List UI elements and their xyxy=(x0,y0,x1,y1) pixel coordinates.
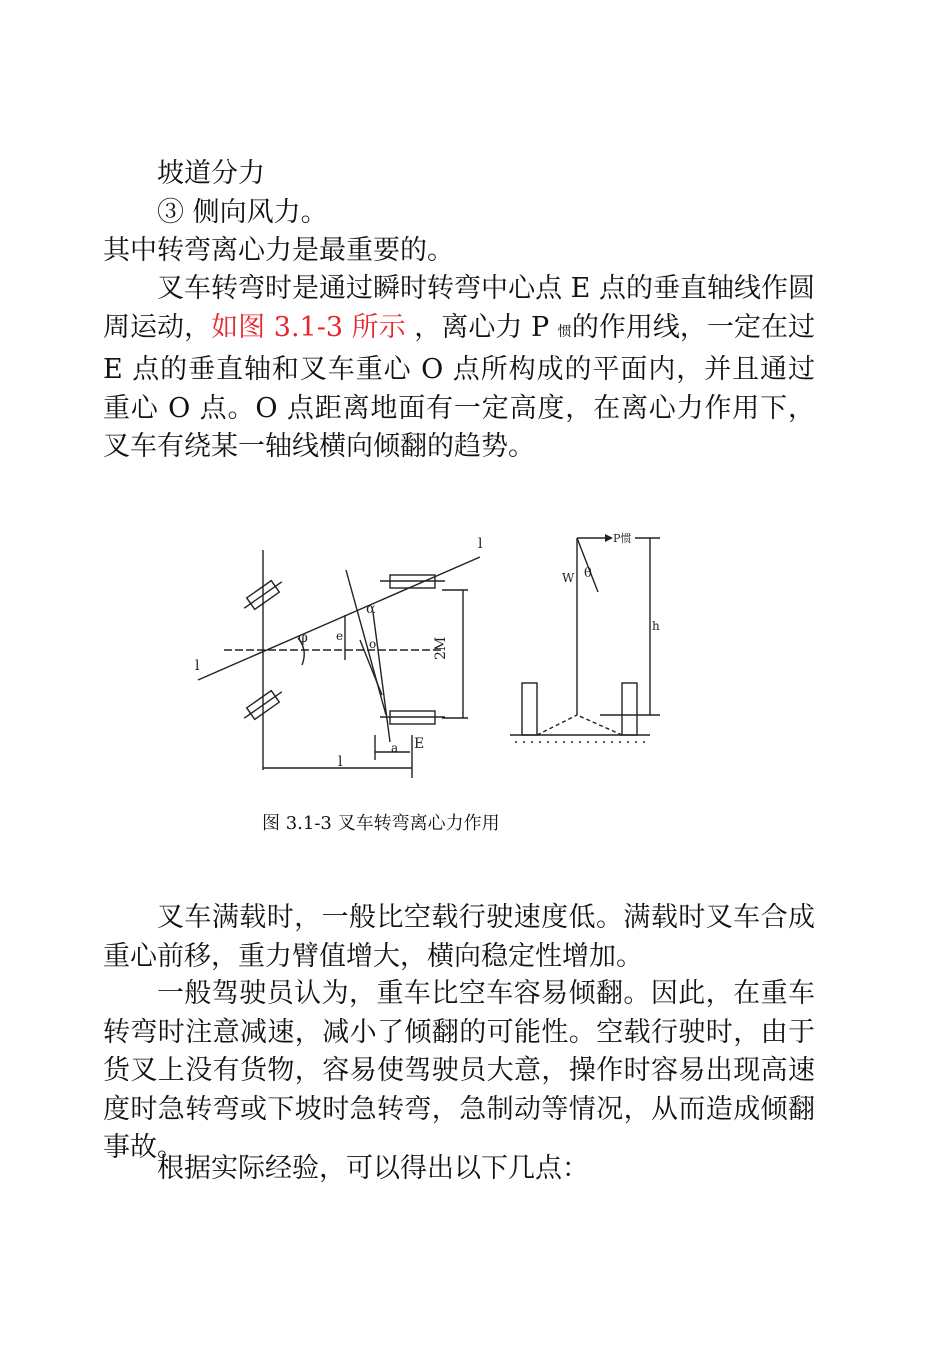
line-l-l xyxy=(198,557,480,680)
label-e: e xyxy=(336,629,344,643)
label-alpha: α xyxy=(366,601,376,617)
label-e-point: E xyxy=(414,736,425,752)
forklift-diagram xyxy=(180,520,680,790)
figure-forklift-turning xyxy=(180,520,680,790)
text-line-slope-force: 坡道分力 xyxy=(157,158,265,189)
paragraph-turning: 叉车转弯时是通过瞬时转弯中心点 E 点的垂直轴线作圆周运动，如图 3.1-3 所示 ，离心力 P 惯的作用线，一定在过 E 点的垂直轴和叉车重心 O 点所构成的平面内，并且通过重心 O 点。O 点距离地面有一定高度，在离心力作用下，叉车有绕某一轴线横向倾翻的趋势。 xyxy=(103,273,816,462)
label-l-bottom: l xyxy=(338,754,343,770)
figure-reference-link[interactable]: 如图 3.1-3 所示 xyxy=(211,311,406,343)
label-a: a xyxy=(391,741,399,755)
label-h: h xyxy=(652,619,660,633)
figure-caption: 图 3.1-3 叉车转弯离心力作用 xyxy=(262,813,500,834)
paragraph-full-load: 叉车满载时，一般比空载行驶速度低。满载时叉车合成重心前移，重力臂值增大，横向稳定性增加。 xyxy=(103,902,815,972)
label-l-top: l xyxy=(478,536,483,552)
label-o: o xyxy=(369,637,377,651)
text-line-centrifugal-important: 其中转弯离心力是最重要的。 xyxy=(103,235,454,266)
label-l-left: l xyxy=(195,658,200,674)
label-phi: φ xyxy=(298,630,308,646)
paragraph-experience: 根据实际经验，可以得出以下几点： xyxy=(157,1153,589,1184)
label-theta: θ xyxy=(584,566,592,581)
label-2m: 2M xyxy=(433,636,449,660)
text-line-side-wind: ③ 侧向风力。 xyxy=(157,197,328,228)
label-p: P惯 xyxy=(613,532,632,545)
label-w: W xyxy=(562,571,575,585)
paragraph-driver-belief: 一般驾驶员认为，重车比空车容易倾翻。因此，在重车转弯时注意减速，减小了倾翻的可能性。空载行驶时，由于货叉上没有货物，容易使驾驶员大意，操作时容易出现高速度时急转弯或下坡时急转弯，急制动等情况，从而造成倾翻事故。 xyxy=(103,978,815,1163)
